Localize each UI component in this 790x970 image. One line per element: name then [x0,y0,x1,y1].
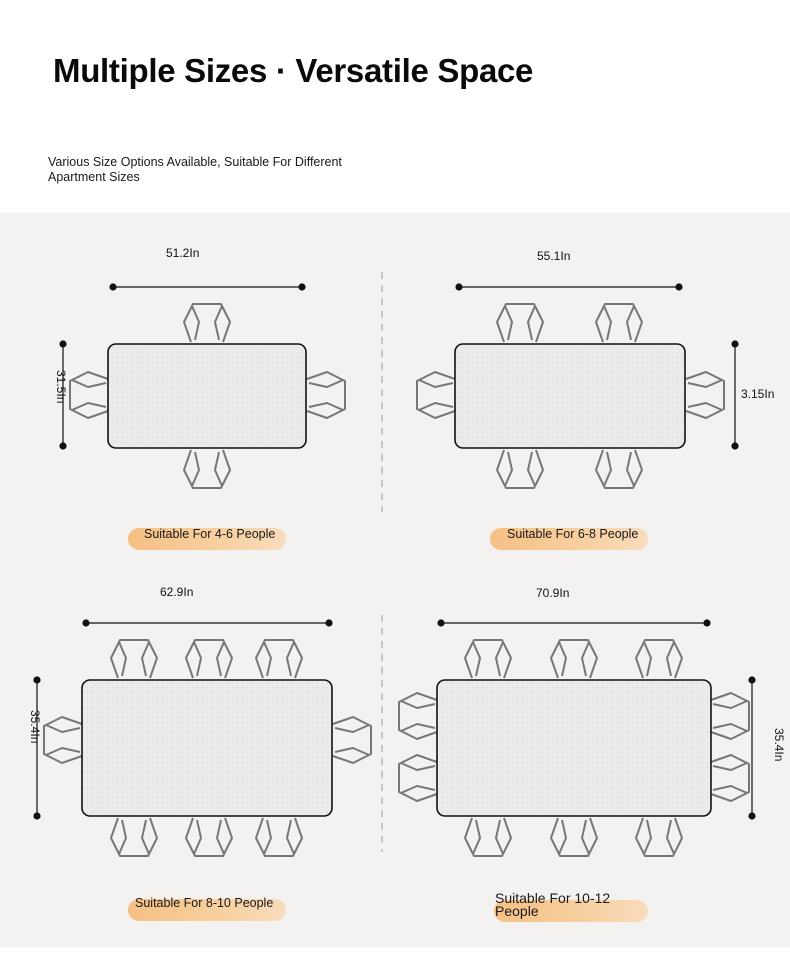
table-top-2 [455,344,685,448]
chair-icon [636,818,682,856]
depth-label-3: 35.4In [28,710,42,744]
capacity-label-1: Suitable For 4-6 People [144,527,276,541]
width-dimension-line-3 [83,620,332,626]
table-top-1 [108,344,306,448]
chair-icon [711,755,749,801]
chair-icon [596,304,642,342]
chair-icon [184,304,230,342]
chair-icon [551,640,597,678]
page-subtitle: Various Size Options Available, Suitable For Different Apartment Sizes [48,155,342,184]
chair-icon [497,450,543,488]
depth-dimension-line-4 [749,677,755,819]
chair-icon [44,717,82,763]
layout-2-diagram [417,284,738,488]
chair-icon [184,450,230,488]
chair-icon [111,640,157,678]
capacity-label-2: Suitable For 6-8 People [507,527,639,541]
chair-icon [256,640,302,678]
chair-icon [596,450,642,488]
chair-icon [465,640,511,678]
chair-icon [70,372,108,418]
chair-icon [497,304,543,342]
table-top-3 [82,680,332,816]
chair-icon [636,640,682,678]
width-label-2: 55.1In [537,249,571,263]
chair-icon [417,372,455,418]
capacity-label-3: Suitable For 8-10 People [135,896,274,910]
width-label-1: 51.2In [166,246,200,260]
layout-1-diagram [60,284,345,488]
chair-icon [399,755,437,801]
chair-icon [186,818,232,856]
width-label-3: 62.9In [160,585,194,599]
depth-label-4: 35.4In [772,728,786,762]
width-dimension-line-4 [438,620,710,626]
chair-icon [111,818,157,856]
layout-4-diagram [399,620,755,856]
capacity-label-4: Suitable For 10-12 People [495,890,611,919]
depth-label-2: 3.15In [741,387,775,401]
page-title: Multiple Sizes · Versatile Space [53,52,534,89]
depth-dimension-line-2 [732,341,738,449]
chair-icon [307,372,345,418]
width-dimension-line-1 [110,284,305,290]
chair-icon [686,372,724,418]
layout-3-diagram [34,620,371,856]
chair-icon [186,640,232,678]
chair-icon [399,693,437,739]
chair-icon [551,818,597,856]
chair-icon [256,818,302,856]
depth-dimension-line-3 [34,677,40,819]
table-top-4 [437,680,711,816]
width-label-4: 70.9In [536,586,570,600]
chair-icon [711,693,749,739]
chair-icon [465,818,511,856]
depth-label-1: 31.5In [54,370,68,404]
width-dimension-line-2 [456,284,682,290]
chair-icon [333,717,371,763]
